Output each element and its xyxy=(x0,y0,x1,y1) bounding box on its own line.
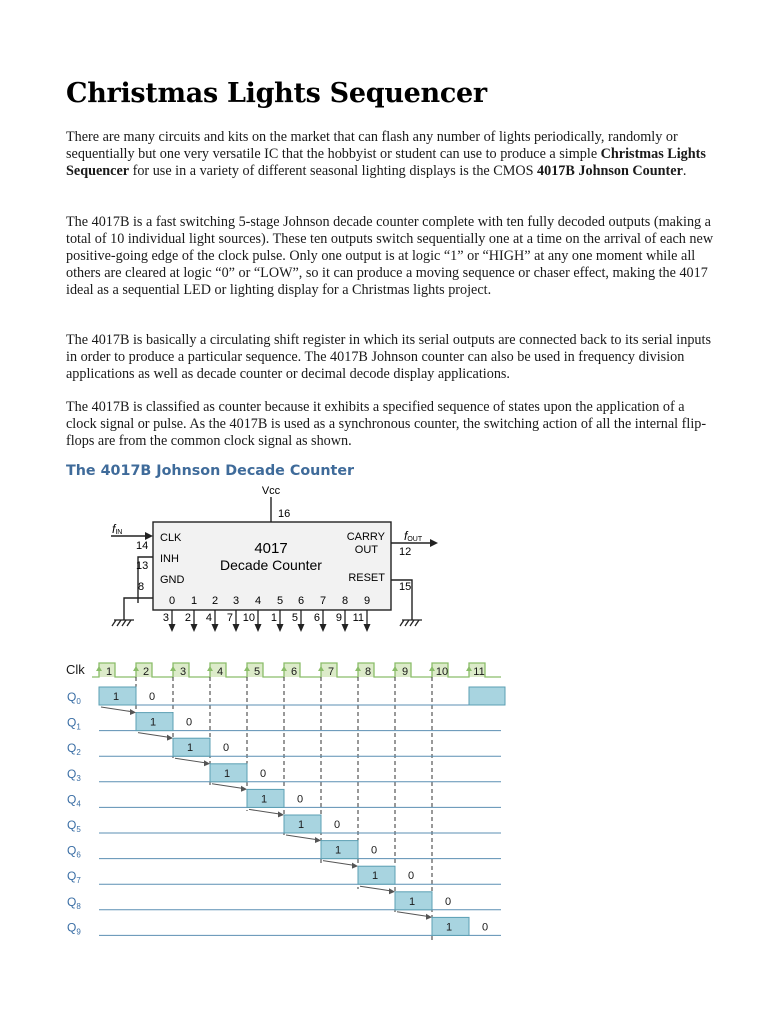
vcc-pin: 16 xyxy=(278,508,291,520)
clock-pulse-label: 3 xyxy=(179,666,187,678)
propagation-arrow xyxy=(249,809,282,814)
inh-pin-label: INH xyxy=(160,553,179,565)
clk-pin-number: 14 xyxy=(136,540,149,552)
low-value: 0 xyxy=(222,742,230,755)
low-value: 0 xyxy=(481,921,489,934)
intro-bold-1: Christmas Lights Sequencer xyxy=(66,146,706,179)
diagram-subtitle: The 4017B Johnson Decade Counter xyxy=(66,463,355,479)
intro-bold-2: 4017B Johnson Counter xyxy=(537,163,683,179)
clock-pulse-label: 6 xyxy=(290,666,298,678)
propagation-arrowhead xyxy=(315,837,321,843)
output-pin-9: 9 xyxy=(335,612,342,624)
high-value: 1 xyxy=(408,895,416,908)
paragraph-2: The 4017B is a fast switching 5-stage Johnson decade counter complete with ten fully decoded outputs (making a total of 10 individual light sources). These ten outputs switch sequentially one at a time on the arrival of each new positive-going edge of the clock pulse. Only one output is at logic “1” or “HIGH” at any one moment while all others are cleared at logic “0” or “LOW”, so it can produce a moving sequence or chaser effect, making the 4017 ideal as a sequential LED or lighting display for a Christmas lights project. xyxy=(66,214,714,298)
carry-label: CARRY xyxy=(346,531,385,543)
row-label-q7: $Q_7$ xyxy=(67,869,81,886)
gnd-pin-label: GND xyxy=(160,574,185,586)
clock-pulse-label: 11 xyxy=(473,666,485,678)
clk-pin-label: CLK xyxy=(160,532,182,544)
clock-pulse-label: 10 xyxy=(435,666,449,678)
clock-pulse-label: 9 xyxy=(401,666,409,678)
clock-pulse-label: 4 xyxy=(216,666,224,678)
propagation-arrowhead xyxy=(241,786,247,792)
low-value: 0 xyxy=(444,895,452,908)
gnd-pin-number: 8 xyxy=(138,581,145,593)
propagation-arrow xyxy=(212,784,245,789)
low-value: 0 xyxy=(259,767,267,780)
intro-text-1: There are many circuits and kits on the market that can flash any number of lights periodically, randomly or sequentially but one very versatile IC that the hobbyist or student can use to produce a simple xyxy=(66,129,678,162)
row-label-q2: $Q_2$ xyxy=(67,741,81,758)
propagation-arrow xyxy=(397,912,430,917)
propagation-arrow xyxy=(101,707,134,712)
inh-pin-number: 13 xyxy=(136,560,149,572)
row-label-q5: $Q_5$ xyxy=(67,818,81,834)
propagation-arrowhead xyxy=(278,811,284,817)
clock-pulse-label: 7 xyxy=(327,666,335,678)
propagation-arrowhead xyxy=(426,914,432,920)
paragraph-3: The 4017B is basically a circulating shift register in which its serial outputs are connected back to its serial inputs in order to produce a particular sequence. The 4017B Johnson counter can also be used in frequency division applications as well as decade counter or decimal decode display applications. xyxy=(66,332,711,382)
fout-label: fOUT xyxy=(404,529,423,543)
output-pin-4: 4 xyxy=(205,612,212,624)
output-pin-10: 10 xyxy=(242,612,255,624)
output-label-0: 0 xyxy=(168,595,176,607)
chip-number: 4017 xyxy=(254,540,288,557)
propagation-arrow xyxy=(360,886,393,891)
row-label-q1: $Q_1$ xyxy=(67,715,81,732)
low-value: 0 xyxy=(370,844,378,857)
intro-text-3: . xyxy=(682,163,687,179)
timing-rows xyxy=(67,687,505,936)
reset-label: RESET xyxy=(348,572,385,584)
propagation-arrow xyxy=(286,835,319,840)
high-value: 1 xyxy=(149,716,157,729)
output-label-5: 5 xyxy=(276,595,284,607)
high-value: 1 xyxy=(223,767,231,780)
row-label-q6: $Q_6$ xyxy=(67,843,81,860)
output-label-3: 3 xyxy=(232,595,240,607)
output-label-6: 6 xyxy=(297,595,305,607)
clock-pulse-label: 2 xyxy=(142,666,150,678)
output-label-1: 1 xyxy=(190,595,198,607)
high-value: 1 xyxy=(112,691,120,703)
output-label-8: 8 xyxy=(341,595,349,607)
row-label-q4: $Q_4$ xyxy=(67,792,81,809)
clock-pulse-label: 5 xyxy=(253,666,261,678)
propagation-arrow xyxy=(175,758,208,763)
clock-pulse-label: 1 xyxy=(105,666,113,678)
page-title: Christmas Lights Sequencer xyxy=(66,78,487,109)
propagation-arrowhead xyxy=(130,709,136,715)
row-label-q8: $Q_8$ xyxy=(67,894,81,911)
low-value: 0 xyxy=(296,793,304,806)
output-label-2: 2 xyxy=(211,595,219,607)
high-pulse-repeat xyxy=(469,687,505,705)
row-label-q3: $Q_3$ xyxy=(67,766,81,783)
output-label-9: 9 xyxy=(363,595,371,607)
paragraph-4: The 4017B is classified as counter because it exhibits a specified sequence of states upon the application of a clock signal or pulse. As the 4017B is used as a synchronous counter, the switching action of all the internal flip-flops are from the common clock signal as shown. xyxy=(66,399,707,449)
output-pin-7: 7 xyxy=(226,612,233,624)
propagation-arrowhead xyxy=(204,760,210,766)
clk-row-label: Clk xyxy=(66,662,85,677)
output-label-4: 4 xyxy=(254,595,262,607)
propagation-arrowhead xyxy=(352,863,358,869)
propagation-arrowhead xyxy=(389,888,395,894)
clock-pulse-label: 8 xyxy=(364,666,372,678)
out-label: OUT xyxy=(354,544,378,556)
propagation-arrowhead xyxy=(167,735,173,741)
reset-pin-number: 15 xyxy=(399,581,412,593)
output-pin-6: 6 xyxy=(313,612,320,624)
output-pin-3: 3 xyxy=(162,612,169,624)
row-label-q0: $Q_0$ xyxy=(67,690,81,706)
output-pin-11: 11 xyxy=(352,612,364,624)
high-value: 1 xyxy=(297,819,305,831)
low-value: 0 xyxy=(333,819,341,831)
output-pin-5: 5 xyxy=(291,612,298,624)
chip-description: Decade Counter xyxy=(220,557,322,573)
low-value: 0 xyxy=(148,691,156,703)
high-value: 1 xyxy=(186,742,194,755)
fin-label: fIN xyxy=(112,522,123,536)
low-value: 0 xyxy=(407,870,415,883)
vcc-label: Vcc xyxy=(261,485,281,497)
high-value: 1 xyxy=(260,793,268,806)
intro-text-2: for use in a variety of different seasonal lighting displays is the CMOS xyxy=(129,163,538,179)
propagation-arrow xyxy=(138,733,171,738)
output-pin-2: 2 xyxy=(184,612,191,624)
row-label-q9: $Q_9$ xyxy=(67,920,81,937)
output-pin-1: 1 xyxy=(270,612,277,624)
high-value: 1 xyxy=(371,870,379,883)
output-label-7: 7 xyxy=(319,595,327,607)
low-value: 0 xyxy=(185,716,193,729)
high-value: 1 xyxy=(445,921,453,934)
high-value: 1 xyxy=(334,844,342,857)
carry-pin-number: 12 xyxy=(399,546,412,558)
propagation-arrow xyxy=(323,861,356,866)
